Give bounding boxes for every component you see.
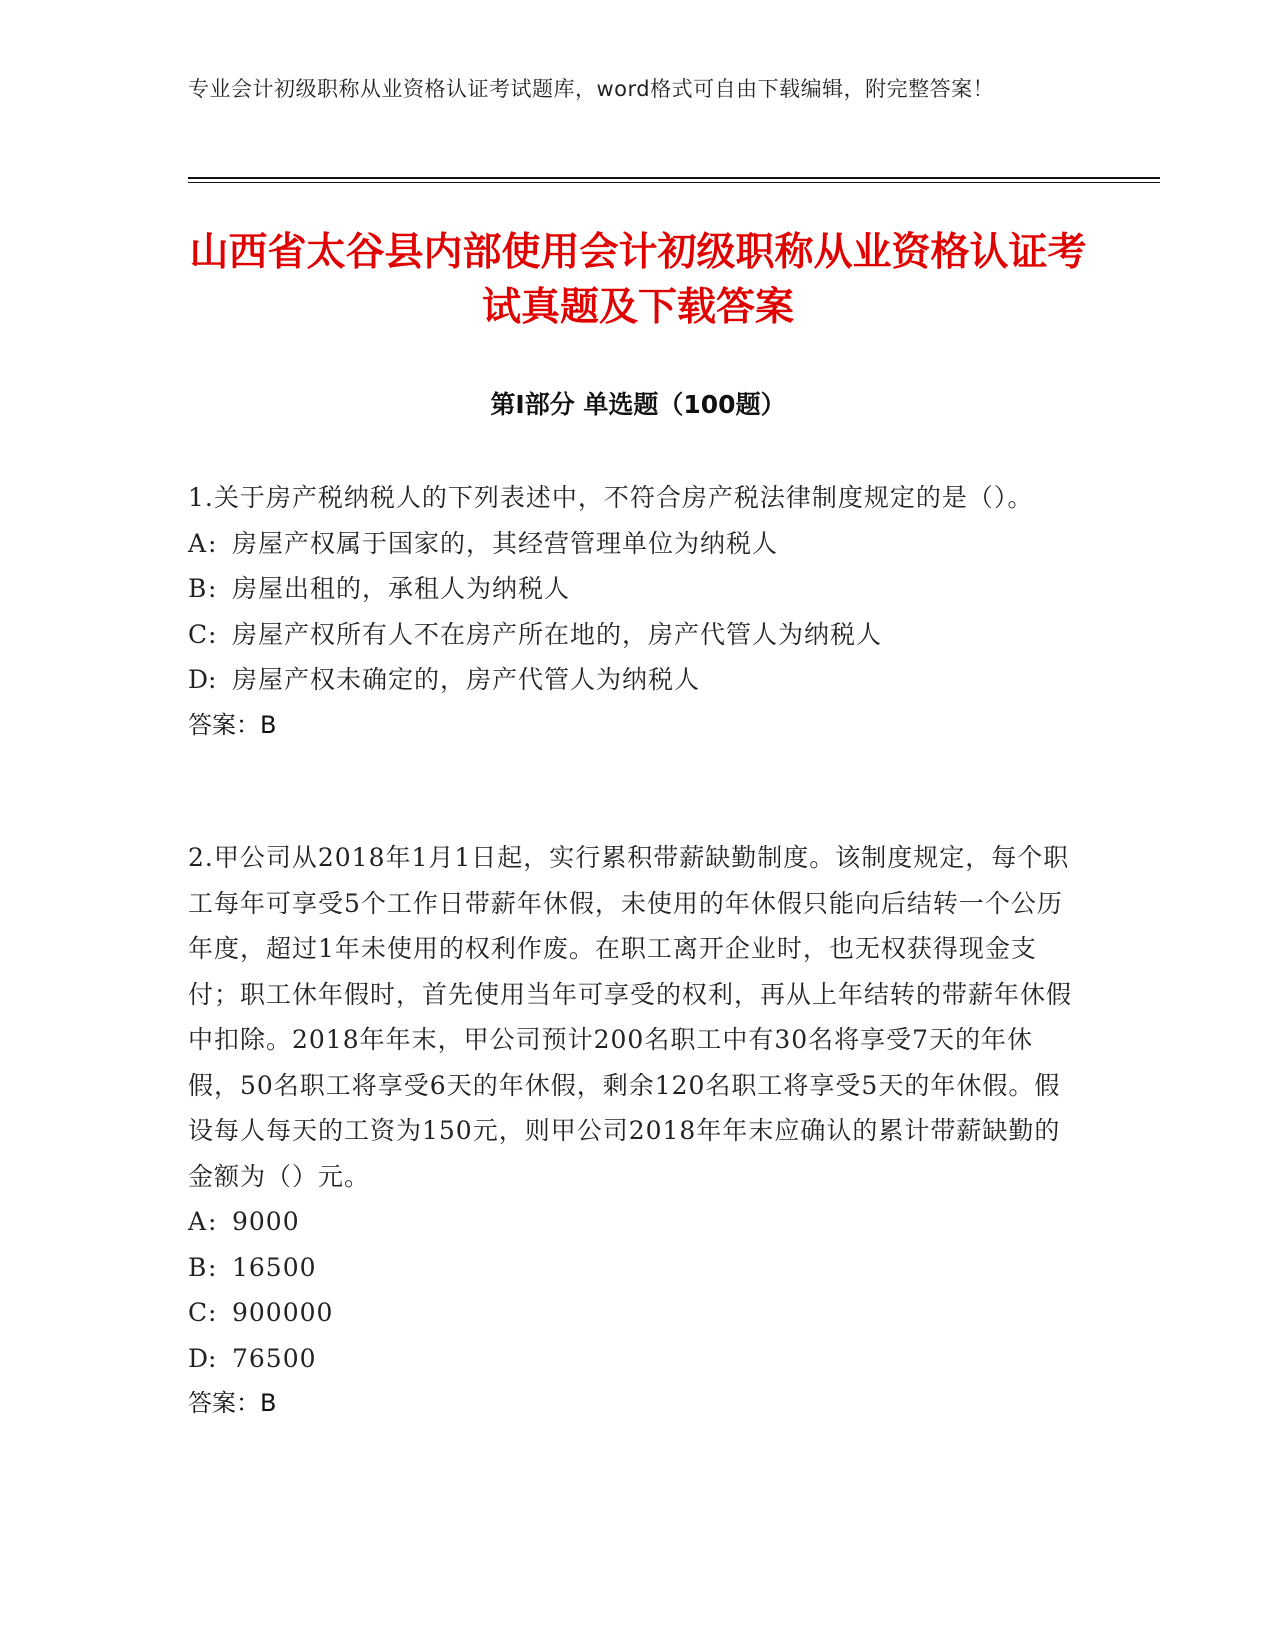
option-letter: D xyxy=(188,1343,210,1373)
option-letter: C xyxy=(188,1298,209,1327)
option-letter: A xyxy=(188,528,208,558)
option-separator: : xyxy=(208,1207,218,1236)
header-divider-thin xyxy=(188,182,1160,183)
option-letter: D xyxy=(188,665,210,694)
option-text: 房屋产权属于国家的，其经营管理单位为纳税人 xyxy=(232,528,779,558)
option-d xyxy=(188,657,1073,703)
option-b xyxy=(188,1245,1073,1291)
question-text: 1.关于房产税纳税人的下列表述中，不符合房产税法律制度规定的是（）。 xyxy=(188,483,1034,512)
option-text: 房屋产权所有人不在房产所在地的，房产代管人为纳税人 xyxy=(232,619,883,649)
option-separator: : xyxy=(208,1298,218,1327)
option-separator: : xyxy=(208,1343,218,1373)
option-letter: A xyxy=(188,1207,208,1236)
option-separator: : xyxy=(208,574,218,603)
answer-line: 答案：B xyxy=(188,710,277,739)
option-letter: B xyxy=(188,574,208,603)
option-c xyxy=(188,612,1073,658)
option-d xyxy=(188,1336,1073,1382)
header-note: 专业会计初级职称从业资格认证考试题库，word格式可自由下载编辑，附完整答案！ xyxy=(188,77,995,101)
option-letter: B xyxy=(188,1252,208,1282)
option-separator: : xyxy=(208,528,218,558)
option-b xyxy=(188,566,1073,612)
option-letter: C xyxy=(188,619,209,649)
option-text: 9000 xyxy=(232,1207,300,1236)
option-text: 900000 xyxy=(232,1298,334,1327)
option-text: 76500 xyxy=(232,1343,317,1373)
document-title: 山西省太谷县内部使用会计初级职称从业资格认证考试真题及下载答案 xyxy=(189,230,1087,330)
option-text: 房屋产权未确定的，房产代管人为纳税人 xyxy=(232,665,701,694)
option-text: 房屋出租的，承租人为纳税人 xyxy=(232,574,571,603)
header-divider-thick xyxy=(188,177,1160,179)
question-text: 2.甲公司从2018年1月1日起，实行累积带薪缺勤制度。该制度规定，每个职工每年可享受5个工作日带薪年休假，未使用的年休假只能向后结转一个公历年度，超过1年未使用的权利作废。在职工离开企业时，也无权获得现金支付；职工休年假时，首先使用当年可享受的权利，再从上年结转的带薪年休假中扣除。2018年年末，甲公司预计200名职工中有30名将享受7天的年休假，50名职工将享受6天的年休假，剩余120名职工将享受5天的年休假。假设每人每天的工资为150元，则甲公司2018年年末应确认的累计带薪缺勤的金额为（）元。 xyxy=(188,843,1073,1191)
question-1 xyxy=(188,475,1073,748)
option-a xyxy=(188,1199,1073,1245)
option-text: 16500 xyxy=(232,1252,317,1282)
option-separator: : xyxy=(208,665,218,694)
option-c xyxy=(188,1290,1073,1336)
option-a xyxy=(188,521,1073,567)
section-title: 第Ⅰ部分 单选题（100题） xyxy=(490,390,786,419)
option-separator: : xyxy=(208,619,218,649)
answer-line: 答案：B xyxy=(188,1389,277,1417)
option-separator: : xyxy=(208,1252,218,1282)
question-2 xyxy=(188,835,1073,1427)
